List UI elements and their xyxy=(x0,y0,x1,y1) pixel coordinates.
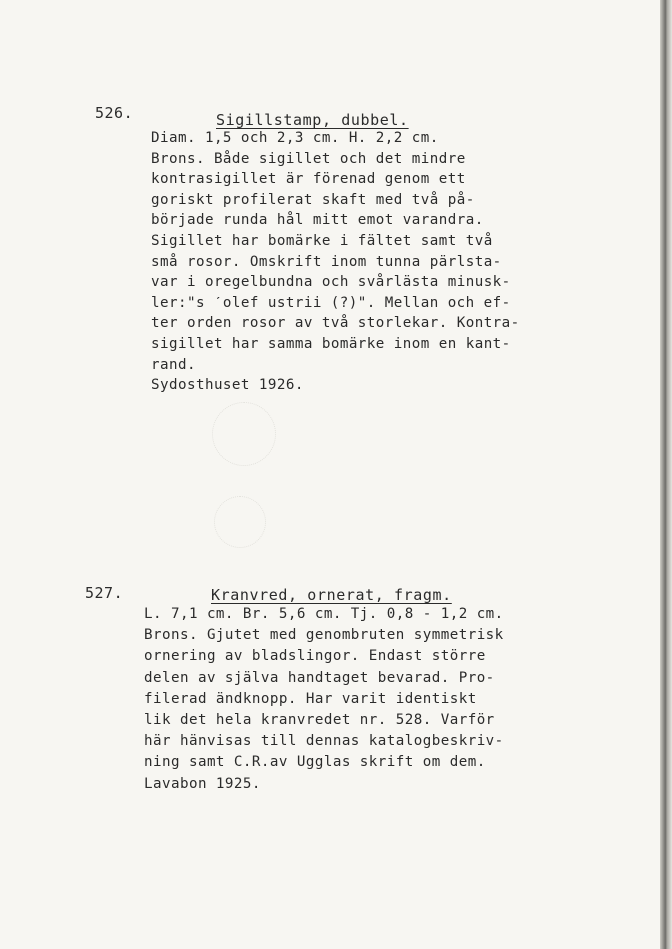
text-line: lik det hela kranvredet nr. 528. Varför xyxy=(144,711,495,728)
text-line: sigillet har samma bomärke inom en kant- xyxy=(151,335,511,352)
text-line: kontrasigillet är förenad genom ett xyxy=(151,171,466,188)
text-line: L. 7,1 cm. Br. 5,6 cm. Tj. 0,8 - 1,2 cm. xyxy=(144,606,504,622)
text-line: Sigillet har bomärke i fältet samt två xyxy=(151,232,493,249)
text-line: små rosor. Omskrift inom tunna pärlsta- xyxy=(151,253,502,270)
text-line: Sydosthuset 1926. xyxy=(151,377,304,394)
entry-heading: Kranvred, ornerat, fragm. xyxy=(211,586,452,604)
text-line: Brons. Gjutet med genombruten symmetrisk xyxy=(144,627,504,644)
faint-seal-impression xyxy=(214,496,266,548)
text-line: Diam. 1,5 och 2,3 cm. H. 2,2 cm. xyxy=(151,130,439,146)
text-line: ter orden rosor av två storlekar. Kontra- xyxy=(151,315,520,332)
faint-seal-impression xyxy=(212,402,276,466)
entry-number: 526. xyxy=(95,104,134,122)
page-edge-shadow xyxy=(660,0,672,949)
text-line: ning samt C.R.av Ugglas skrift om dem. xyxy=(144,754,486,771)
text-line: rand. xyxy=(151,356,196,373)
text-line: Brons. Både sigillet och det mindre xyxy=(151,150,466,167)
text-line: goriskt profilerat skaft med två på- xyxy=(151,191,475,208)
entry-body xyxy=(151,128,520,396)
text-line: Lavabon 1925. xyxy=(144,775,261,792)
text-line: här hänvisas till dennas katalogbeskriv- xyxy=(144,733,504,750)
text-line: delen av själva handtaget bevarad. Pro- xyxy=(144,669,495,686)
text-line: ornering av bladslingor. Endast större xyxy=(144,648,486,665)
entry-heading: Sigillstamp, dubbel. xyxy=(216,111,409,129)
entry-body xyxy=(144,604,504,795)
text-line: började runda hål mitt emot varandra. xyxy=(151,212,484,229)
text-line: filerad ändknopp. Har varit identiskt xyxy=(144,690,477,707)
text-line: var i oregelbundna och svårlästa minusk- xyxy=(151,274,511,291)
text-line: ler:"s ˊolef ustrii (?)". Mellan och ef- xyxy=(151,294,511,311)
entry-number: 527. xyxy=(85,584,124,602)
